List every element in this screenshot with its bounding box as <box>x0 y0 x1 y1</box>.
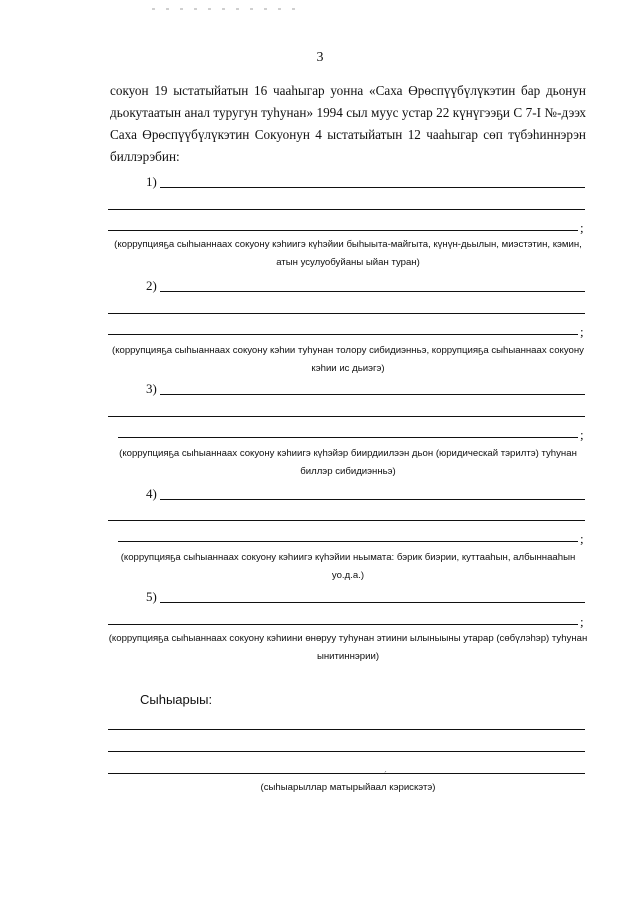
item-2-blank-line-1[interactable] <box>160 291 585 292</box>
item-1-blank-line-3[interactable] <box>108 230 578 231</box>
item-1-caption: (коррупцияҕа сыһыаннаах сокуону кэһиигэ күһэйии быһыыта-майгыта, күнүн-дьылын, миэстэтин, кэмин, атын усулуобуйаны ыйан туран) <box>114 239 582 268</box>
item-2-blank-line-3[interactable] <box>108 334 578 335</box>
scan-header-artifact <box>152 8 302 10</box>
item-2-blank-line-2[interactable] <box>108 313 585 314</box>
item-4-number: 4) <box>146 486 157 501</box>
item-4-caption: (коррупцияҕа сыһыаннаах сокуону кэһиигэ күһэйии ньымата: бэрик биэрии, куттааһын, албыннааһын уо.д.а.) <box>120 552 576 581</box>
notes-caption: (сыһыарыллар матырыйаал кэрискэтэ) <box>260 782 436 793</box>
item-5-number: 5) <box>146 589 157 604</box>
item-3-number: 3) <box>146 381 157 396</box>
item-4-blank-line-2[interactable] <box>108 520 585 521</box>
item-3-blank-line-2[interactable] <box>108 416 585 417</box>
item-1-semicolon: ; <box>580 220 584 235</box>
item-4-blank-line-1[interactable] <box>160 499 585 500</box>
item-3-blank-line-3[interactable] <box>118 437 578 438</box>
item-2-number: 2) <box>146 278 157 293</box>
item-3-caption: (коррупцияҕа сыһыаннаах сокуону кэһиигэ күһэйэр биирдиилээн дьон (юридическай тэрилтэ) туһунан биллэр сибидиэнньэ) <box>119 448 577 477</box>
item-1-number: 1) <box>146 174 157 189</box>
item-1-blank-line-2[interactable] <box>108 209 585 210</box>
item-2-semicolon: ; <box>580 324 584 339</box>
item-4-blank-line-3[interactable] <box>118 541 578 542</box>
notes-blank-line-2[interactable] <box>108 751 585 752</box>
notes-blank-line-1[interactable] <box>108 729 585 730</box>
item-1-blank-line-1[interactable] <box>160 187 585 188</box>
item-5-caption: (коррупцияҕа сыһыаннаах сокуону кэһиини өнөруу туһунан этиини ылыныыны утарар (сөбүлэһэр) туһунан ынитиннэрии) <box>108 633 588 662</box>
item-5-blank-line-2[interactable] <box>108 624 578 625</box>
intro-paragraph: сокуон 19 ыстатыйатын 16 чааһыгар уонна «Саха Өрөспүүбүлүкэтин бар дьонун дьокутаатын анал туругун туһунан» 1994 сыл муус устар 22 күнүгээҕи С 7-I №-дээх Саха Өрөспүүбүлүкэтин Сокуонун 4 ыстатыйатын 12 чааһыгар сөп түбэһиннэрэн биллэрэбин: <box>110 83 586 164</box>
notes-label: Сыһыарыы: <box>140 692 213 707</box>
page-number: 3 <box>316 50 324 65</box>
notes-blank-line-3[interactable] <box>108 773 585 774</box>
item-2-caption: (коррупцияҕа сыһыаннаах сокуону кэһии туһунан толору сибидиэнньэ, коррупцияҕа сыһыаннаах сокуону кэһии ис дьиэгэ) <box>112 345 584 374</box>
item-4-semicolon: ; <box>580 531 584 546</box>
item-5-semicolon: ; <box>580 614 584 629</box>
item-5-blank-line-1[interactable] <box>160 602 585 603</box>
item-3-blank-line-1[interactable] <box>160 394 585 395</box>
item-3-semicolon: ; <box>580 427 584 442</box>
scan-mark: ˊ <box>384 770 387 779</box>
